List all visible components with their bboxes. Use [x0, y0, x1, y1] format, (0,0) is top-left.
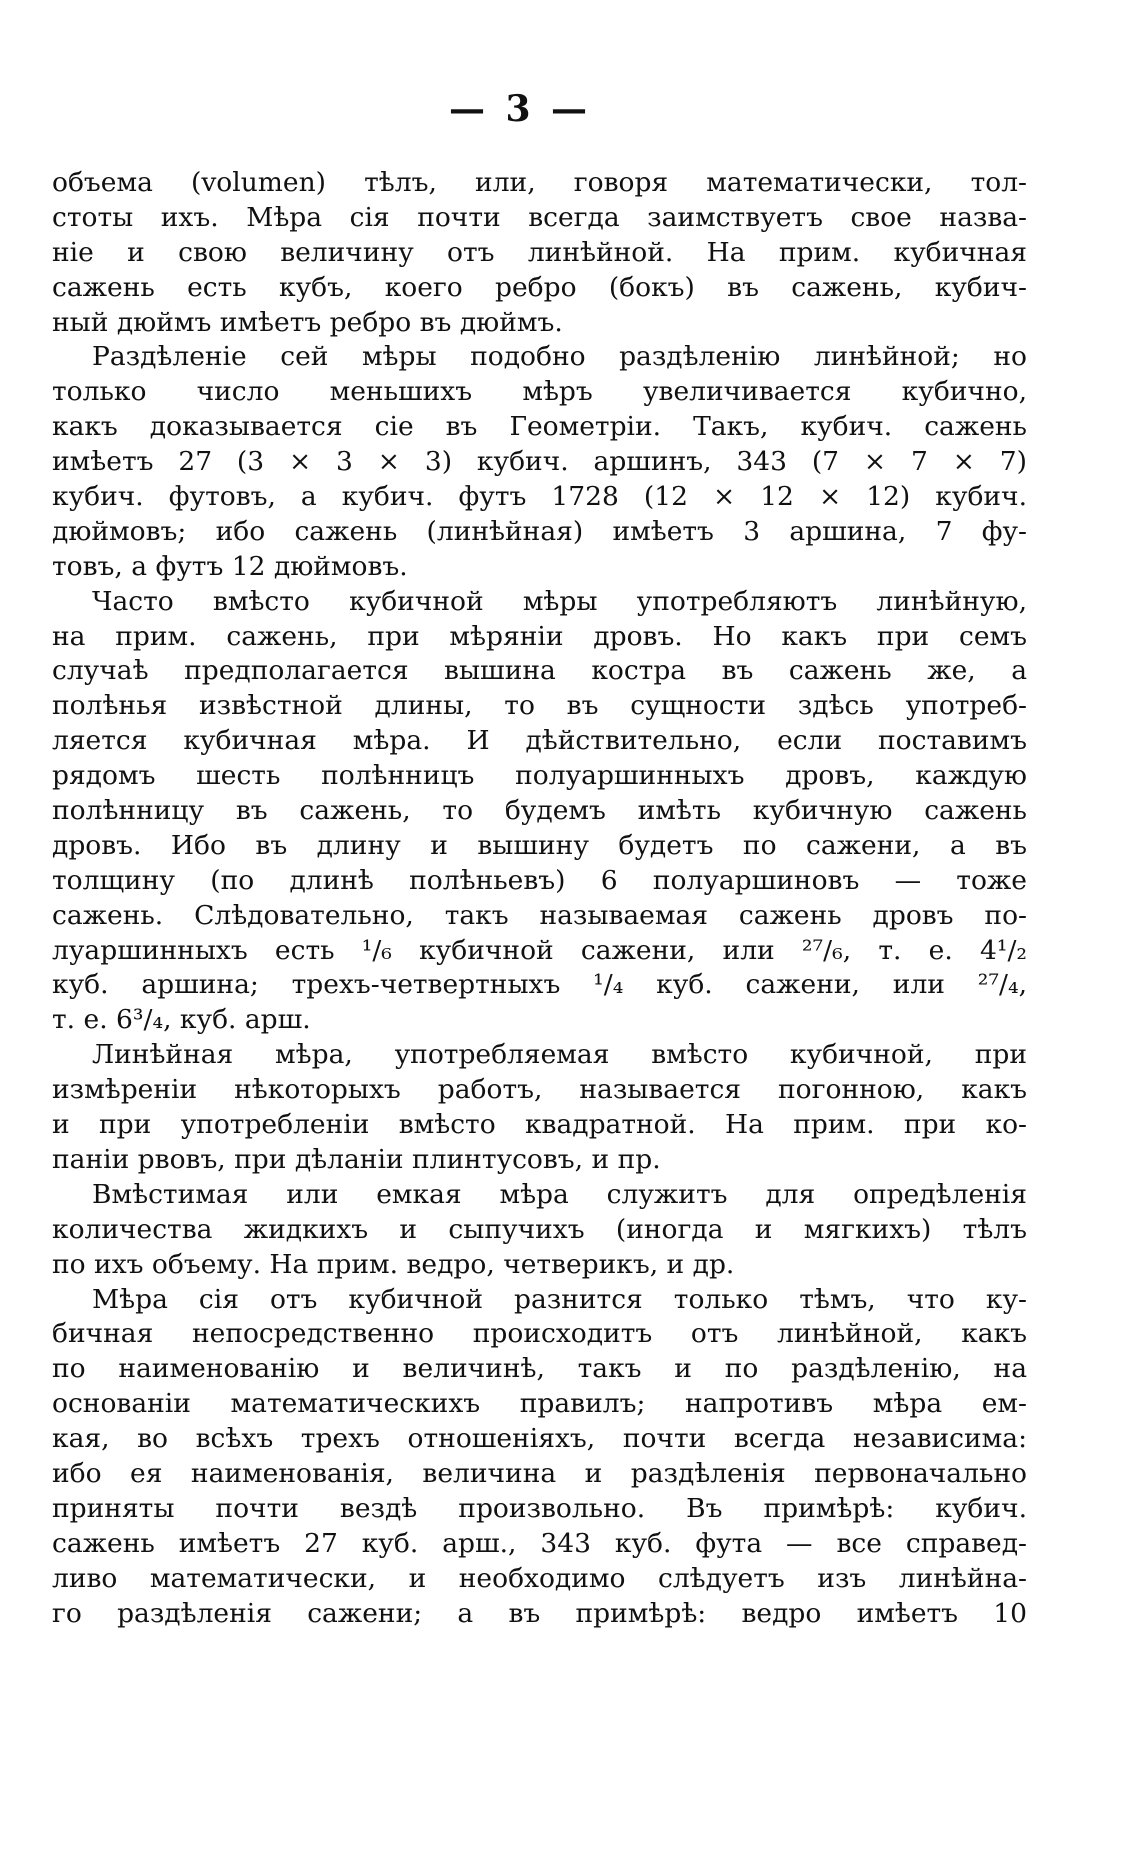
text-line: рядомъ шесть полѣнницъ полуаршинныхъ дровъ, каждую [52, 760, 1027, 792]
text-line: Часто вмѣсто кубичной мѣры употребляютъ линѣйную, [92, 585, 1027, 617]
text-line: сажень. Слѣдовательно, такъ называемая сажень дровъ по- [52, 899, 1027, 931]
text-line: объема (volumen) тѣлъ, или, говоря математически, тол- [52, 167, 1027, 198]
text-line: приняты почти вездѣ произвольно. Въ примѣрѣ: кубич. [52, 1492, 1027, 1524]
text-line: Мѣра сія отъ кубичной разнится только тѣмъ, что ку- [92, 1283, 1027, 1315]
text-line: сажень имѣетъ 27 куб. арш., 343 куб. фута — все справед- [52, 1527, 1027, 1559]
body-text [52, 166, 1027, 1631]
text-line: го раздѣленія сажени; а въ примѣрѣ: ведро имѣетъ 10 [52, 1597, 1027, 1629]
text-line: случаѣ предполагается вышина костра въ сажень же, а [52, 655, 1027, 687]
text-line: измѣреніи нѣкоторыхъ работъ, называется погонною, какъ [52, 1074, 1027, 1106]
text-line: количества жидкихъ и сыпучихъ (иногда и мягкихъ) тѣлъ [52, 1213, 1027, 1245]
text-line: ніе и свою величину отъ линѣйной. На прим. кубичная [52, 236, 1027, 268]
text-line: ляется кубичная мѣра. И дѣйствительно, если поставимъ [52, 725, 1027, 757]
page-number: — 3 — [448, 88, 592, 130]
text-line: бичная непосредственно происходитъ отъ линѣйной, какъ [52, 1318, 1027, 1350]
text-line: полѣнницу въ сажень, то будемъ имѣть кубичную сажень [52, 795, 1027, 827]
text-line: ливо математически, и необходимо слѣдуетъ изъ линѣйна- [52, 1562, 1027, 1594]
text-line: т. е. 6³/₄, куб. арш. [52, 1004, 311, 1036]
text-line: и при употребленіи вмѣсто квадратной. На прим. при ко- [52, 1109, 1027, 1141]
text-line: Раздѣленіе сей мѣры подобно раздѣленію линѣйной; но [92, 341, 1027, 373]
text-line: сажень есть кубъ, коего ребро (бокъ) въ сажень, кубич- [52, 271, 1027, 303]
text-line: только число меньшихъ мѣръ увеличивается кубично, [52, 376, 1027, 408]
text-line: луаршинныхъ есть ¹/₆ кубичной сажени, или ²⁷/₆, т. е. 4¹/₂ [52, 934, 1027, 966]
text-line: основаніи математическихъ правилъ; напротивъ мѣра ем- [52, 1388, 1027, 1420]
text-line: по наименованію и величинѣ, такъ и по раздѣленію, на [52, 1353, 1027, 1385]
text-line: дюймовъ; ибо сажень (линѣйная) имѣетъ 3 аршина, 7 фу- [52, 515, 1027, 547]
text-line: какъ доказывается сіе въ Геометріи. Такъ, кубич. сажень [52, 411, 1027, 443]
text-line: на прим. сажень, при мѣряніи дровъ. Но какъ при семъ [52, 620, 1027, 652]
text-line: ный дюймъ имѣетъ ребро въ дюймъ. [52, 306, 563, 338]
text-line: стоты ихъ. Мѣра сія почти всегда заимствуетъ свое назва- [52, 201, 1027, 233]
text-line: толщину (по длинѣ полѣньевъ) 6 полуаршиновъ — тоже [52, 864, 1027, 896]
text-line: товъ, а футъ 12 дюймовъ. [52, 550, 408, 582]
text-line: Вмѣстимая или емкая мѣра служитъ для опредѣленія [92, 1178, 1027, 1210]
text-line: кая, во всѣхъ трехъ отношеніяхъ, почти всегда независима: [52, 1423, 1027, 1455]
text-line: ибо ея наименованія, величина и раздѣленія первоначально [52, 1457, 1027, 1489]
text-line: по ихъ объему. На прим. ведро, четверикъ, и др. [52, 1248, 735, 1280]
text-line: куб. аршина; трехъ-четвертныхъ ¹/₄ куб. сажени, или ²⁷/₄, [52, 969, 1027, 1001]
text-line: паніи рвовъ, при дѣланіи плинтусовъ, и пр. [52, 1143, 661, 1175]
text-line: имѣетъ 27 (3 × 3 × 3) кубич. аршинъ, 343 (7 × 7 × 7) [52, 446, 1027, 478]
text-line: полѣнья извѣстной длины, то въ сущности здѣсь употреб- [52, 690, 1027, 722]
text-line: Линѣйная мѣра, употребляемая вмѣсто кубичной, при [92, 1039, 1027, 1071]
text-line: дровъ. Ибо въ длину и вышину будетъ по сажени, а въ [52, 829, 1027, 861]
text-line: кубич. футовъ, а кубич. футъ 1728 (12 × 12 × 12) кубич. [52, 481, 1027, 513]
